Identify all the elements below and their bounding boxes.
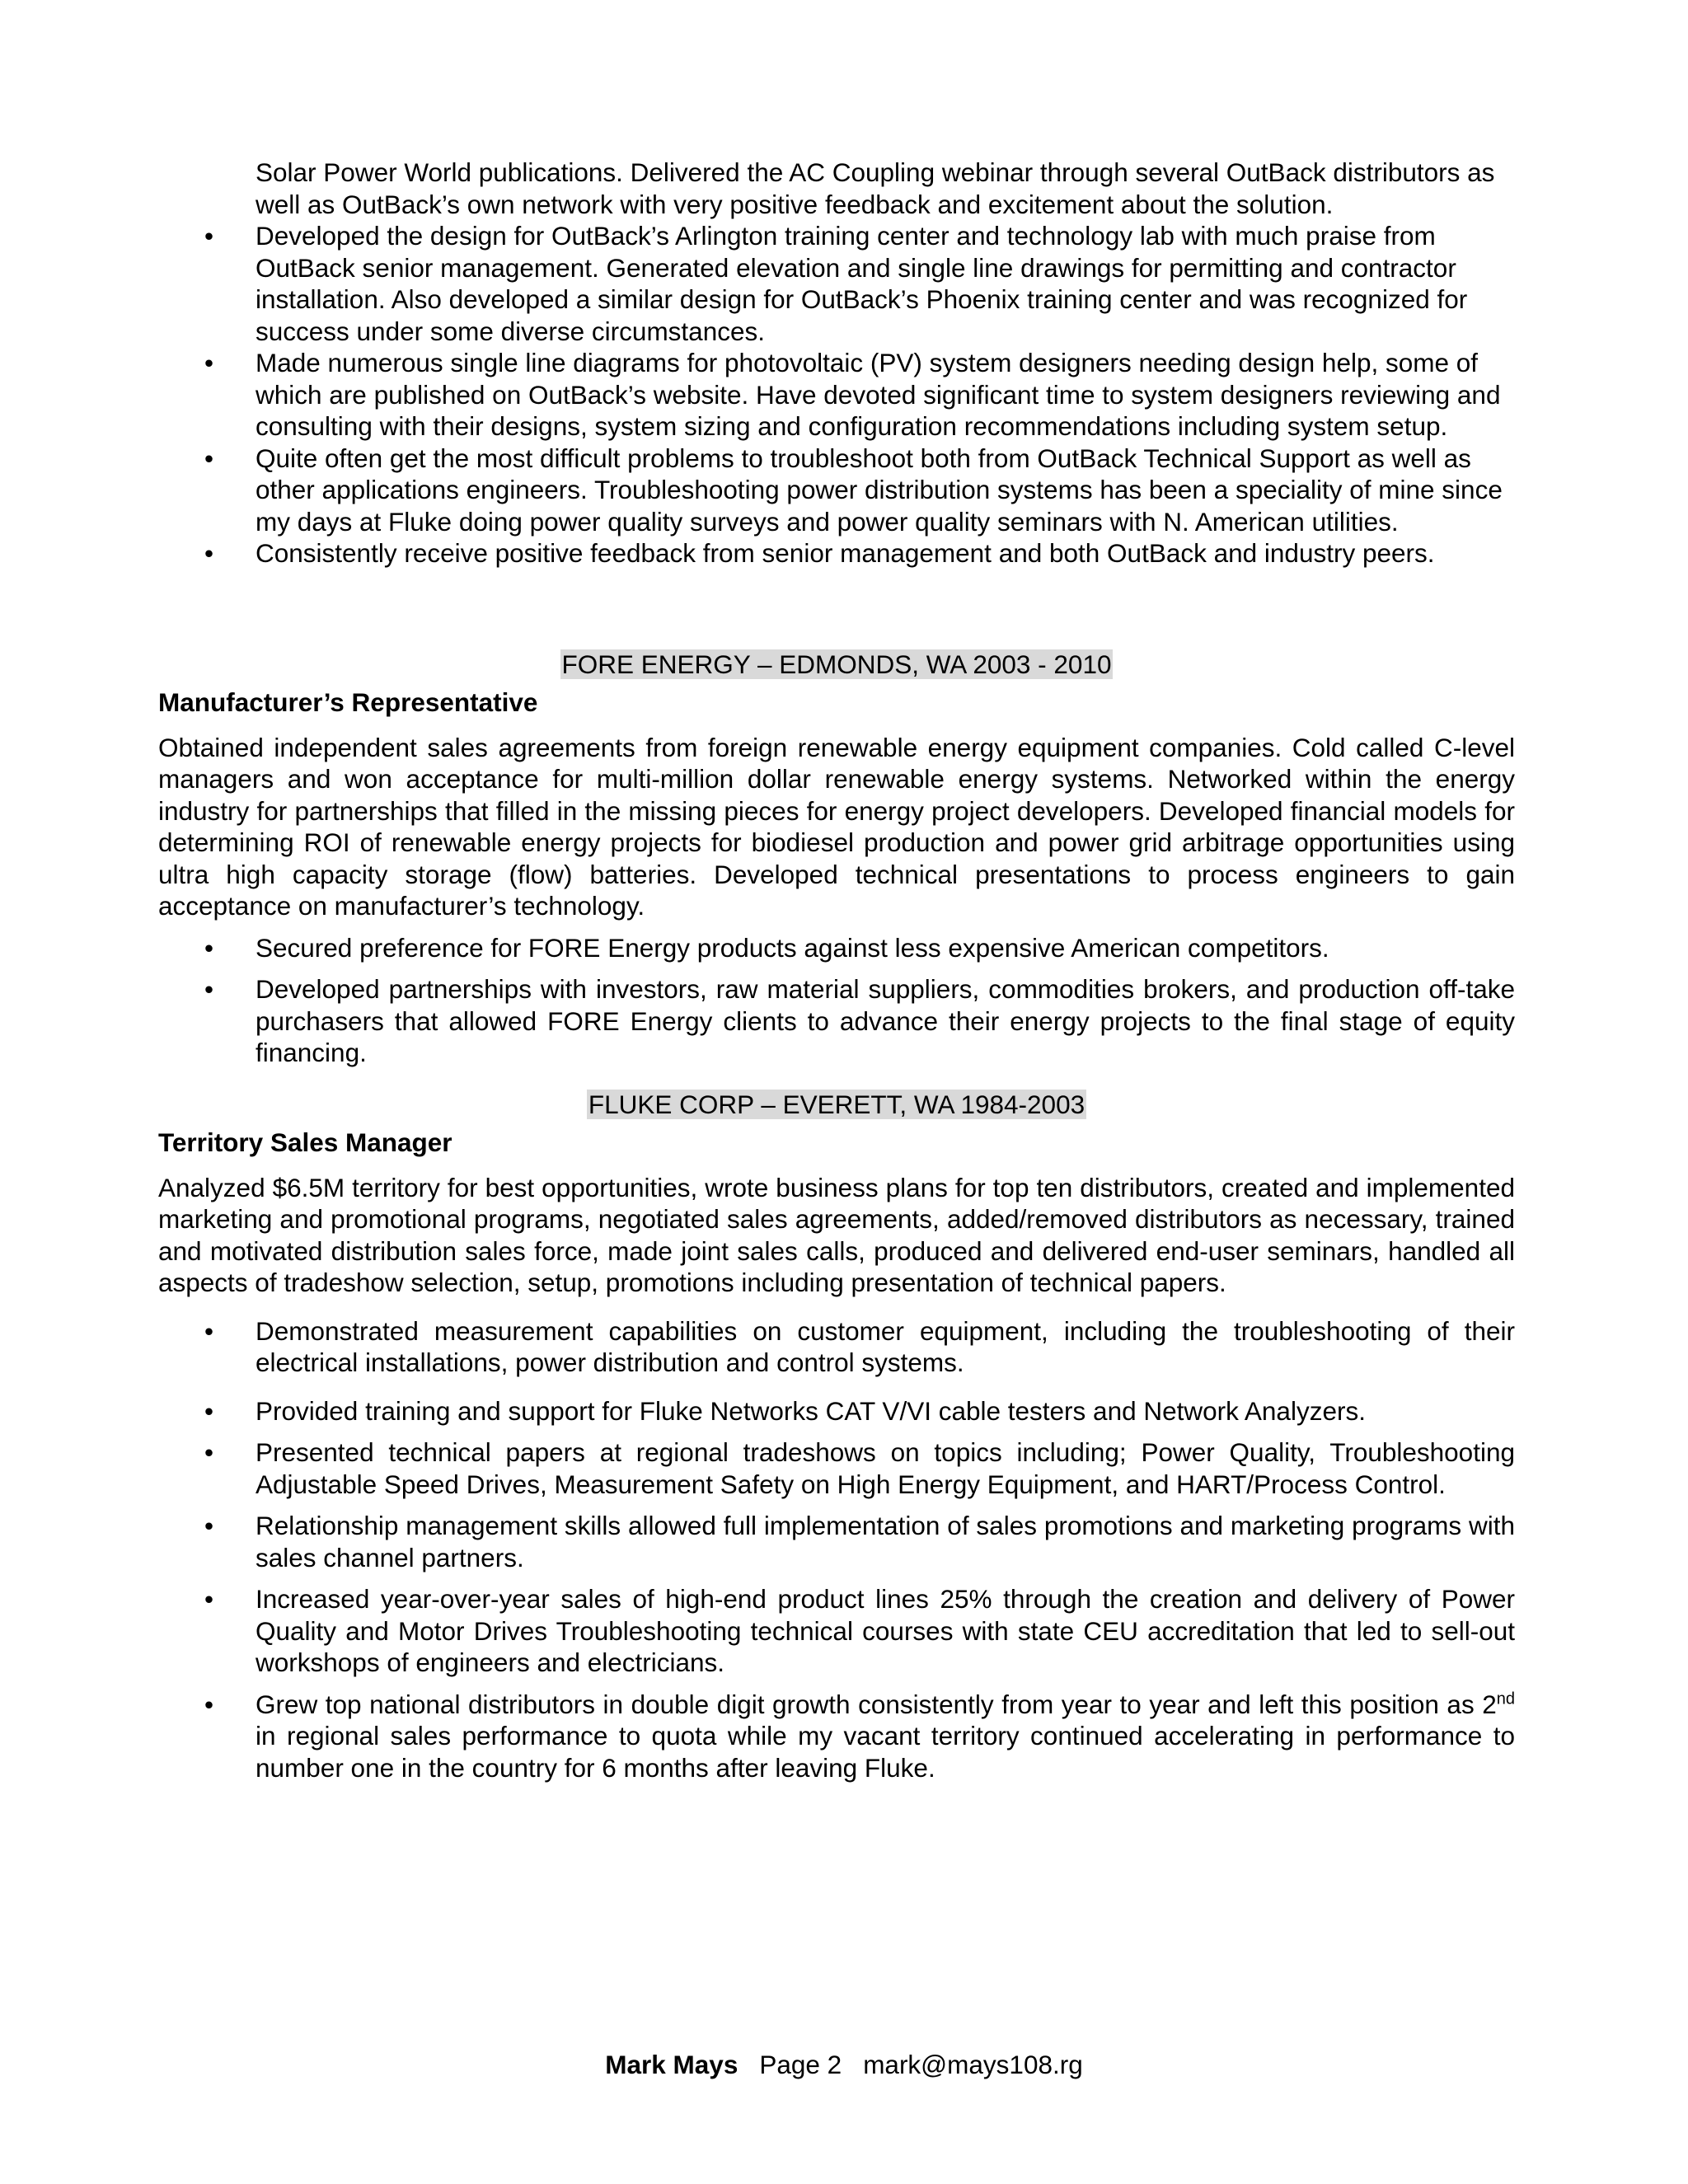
bullet-icon: • [204,1315,214,1346]
bullet-icon: • [204,221,214,251]
bullet-text: Provided training and support for Fluke Networks CAT V/VI cable testers and Network Analyzers. [256,1395,1366,1426]
fluke-role-title: Territory Sales Manager [158,1127,452,1157]
bullet-text: Consistently receive positive feedback from senior management and both OutBack and industry peers. [256,538,1435,568]
bullet-text: Developed the design for OutBack’s Arlington training center and technology lab with much praise from OutBack senior management. Generated elevation and single line drawings for permitting and contractor installation. Also developed a similar design for OutBack’s Phoenix training center and was recognized for success under some diverse circumstances. [256,221,1468,346]
list-item [158,1583,1515,1679]
fore-bullet-list [158,932,1515,1069]
bullet-icon: • [204,1584,214,1614]
fore-summary-paragraph: Obtained independent sales agreements from foreign renewable energy equipment companies. Cold called C-level managers and won acceptance for multi-million dollar renewable energy systems. Networked within the energy industry for partnerships that filled in the missing pieces for energy project developers. Developed financial models for determining ROI of renewable energy projects for biodiesel production and power grid arbitrage opportunities using ultra high capacity storage (flow) batteries. Developed technical presentations to process engineers to gain acceptance on manufacturer’s technology. [158,732,1515,921]
company-line: FLUKE CORP – EVERETT, WA 1984-2003 [588,1089,1085,1119]
list-item [158,973,1515,1069]
list-item [158,1436,1515,1500]
footer-name: Mark Mays [605,2050,738,2079]
bullet-icon: • [204,443,214,473]
bullet-icon: • [204,1437,214,1467]
bullet-text: Presented technical papers at regional tradeshows on topics including; Power Quality, Troubleshooting Adjustable Speed Drives, Measurement Safety on High Energy Equipment, and HART/Process Control. [256,1437,1515,1499]
company-line: FORE ENERGY – EDMONDS, WA 2003 - 2010 [561,649,1112,679]
bullet-icon: • [204,538,214,568]
list-item [158,443,1515,538]
bullet-text: Developed partnerships with investors, raw material suppliers, commodities brokers, and production off-take purchasers that allowed FORE Energy clients to advance their energy projects to the final stage of equity financing. [256,974,1515,1067]
footer-email: mark@mays108.rg [863,2050,1083,2079]
outback-bullet-list [158,220,1515,569]
footer-page-number: Page 2 [759,2050,842,2079]
ordinal-superscript: nd [1496,1690,1515,1708]
fore-role-title: Manufacturer’s Representative [158,687,538,717]
list-item [158,1395,1515,1427]
list-item [158,1510,1515,1573]
bullet-icon: • [204,348,214,377]
fluke-company-heading [158,1089,1515,1121]
page-footer [0,2049,1688,2080]
list-item [158,1315,1515,1379]
bullet-icon: • [204,1511,214,1540]
fore-company-heading [158,649,1515,681]
list-item [158,537,1515,569]
fluke-bullet-list [158,1315,1515,1784]
bullet-text: Quite often get the most difficult problems to troubleshoot both from OutBack Technical Support as well as other applications engineers. Troubleshooting power distribution systems has been a speciality of mine since my days at Fluke doing power quality surveys and power quality seminars with N. American utilities. [256,443,1503,537]
bullet-text-before-sup: Grew top national distributors in double digit growth consistently from year to year and left this position as 2 [256,1689,1497,1719]
list-item [158,932,1515,964]
resume-page-body [158,157,1515,1783]
bullet-text: Made numerous single line diagrams for photovoltaic (PV) system designers needing design help, some of which are published on OutBack’s website. Have devoted significant time to system designers reviewing and consulting with their designs, system sizing and configuration recommendations including system setup. [256,348,1501,441]
bullet-text [256,1690,1515,1783]
bullet-text-after-sup: in regional sales performance to quota while my vacant territory continued accelerating in performance to number one in the country for 6 months after leaving Fluke. [256,1721,1515,1783]
list-item [158,1689,1515,1784]
list-item [158,220,1515,347]
bullet-text: Relationship management skills allowed full implementation of sales promotions and marketing programs with sales channel partners. [256,1511,1515,1572]
bullet-text: Secured preference for FORE Energy products against less expensive American competitors. [256,932,1329,963]
outback-continuation-text: Solar Power World publications. Delivered the AC Coupling webinar through several OutBack distributors as well as OutBack’s own network with very positive feedback and excitement about the solution. [256,157,1495,219]
fluke-summary-paragraph: Analyzed $6.5M territory for best opportunities, wrote business plans for top ten distributors, created and implemented marketing and promotional programs, negotiated sales agreements, added/removed distributors as necessary, trained and motivated distribution sales force, made joint sales calls, produced and delivered end-user seminars, handled all aspects of tradeshow selection, setup, promotions including presentation of technical papers. [158,1172,1515,1297]
bullet-icon: • [204,932,214,963]
bullet-icon: • [204,1395,214,1426]
bullet-text: Demonstrated measurement capabilities on customer equipment, including the troubleshooting of their electrical installations, power distribution and control systems. [256,1315,1515,1377]
bullet-icon: • [204,974,214,1004]
list-item [158,347,1515,443]
bullet-text: Increased year-over-year sales of high-end product lines 25% through the creation and delivery of Power Quality and Motor Drives Troubleshooting technical courses with state CEU accreditation that led to sell-out workshops of engineers and electricians. [256,1584,1515,1677]
bullet-icon: • [204,1689,214,1719]
